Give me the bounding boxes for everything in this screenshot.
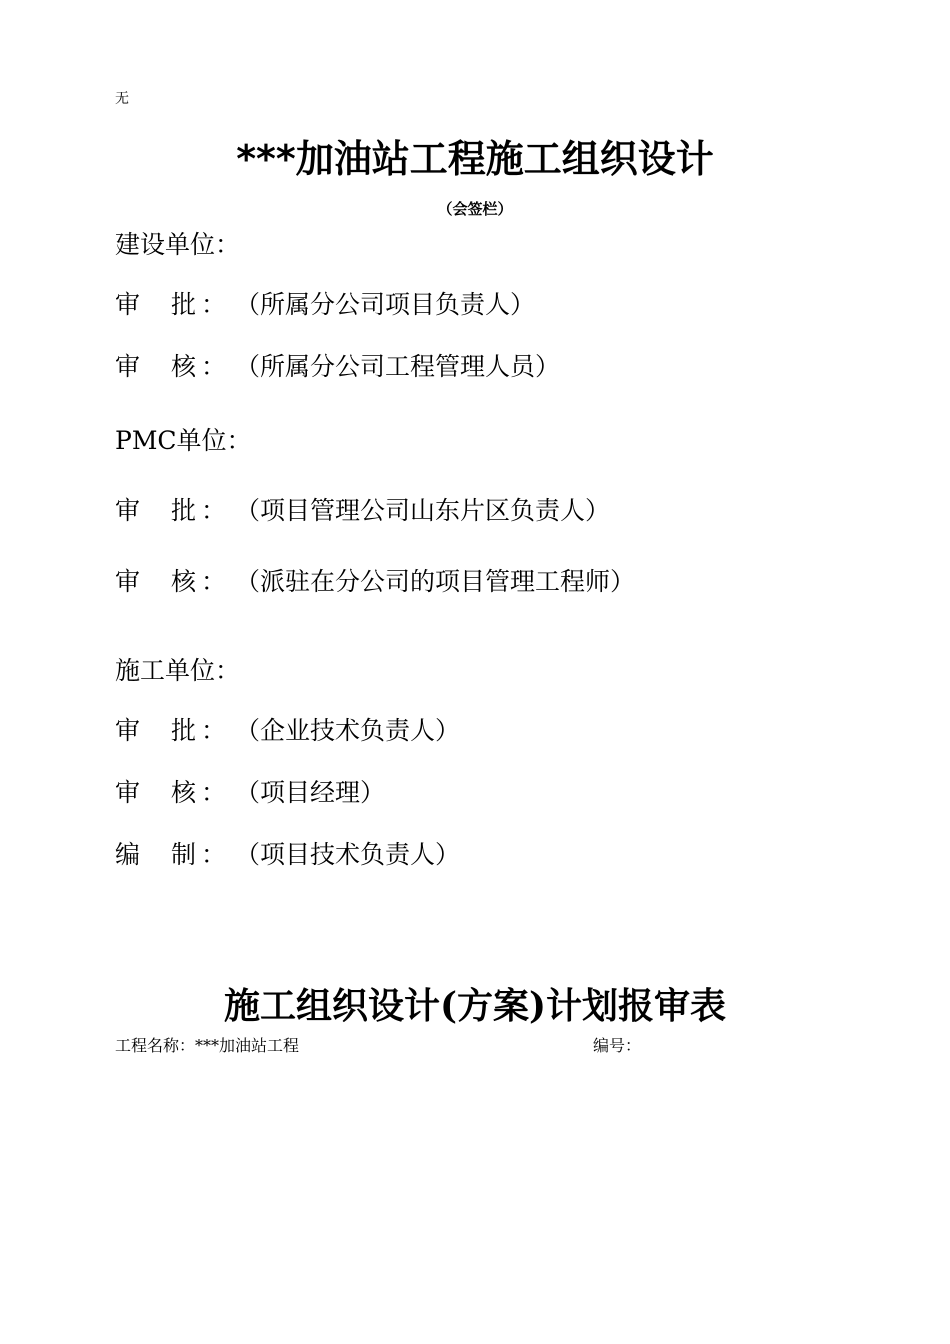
row-value: （企业技术负责人）: [235, 716, 461, 745]
row-label: 审 批 ：: [115, 716, 227, 745]
prepared-row: [115, 842, 460, 867]
document-title: ***加油站工程施工组织设计: [236, 137, 714, 181]
unit-heading-contractor: 施工单位：: [115, 656, 241, 685]
row-value: （项目经理）: [235, 778, 386, 807]
row-value: （所属分公司项目负责人）: [235, 290, 536, 319]
approval-row: [115, 498, 610, 523]
header-mark: 无: [115, 91, 129, 107]
approval-row: [115, 718, 460, 743]
row-label: 编 制 ：: [115, 840, 227, 869]
form-title: 施工组织设计(方案)计划报审表: [223, 985, 727, 1027]
row-label: 审 核 ：: [115, 567, 227, 596]
project-name: 工程名称：***加油站工程: [115, 1036, 300, 1055]
row-label: 审 批 ：: [115, 496, 227, 525]
review-row: [115, 780, 385, 805]
review-row: [115, 354, 560, 379]
row-value: （所属分公司工程管理人员）: [235, 352, 561, 381]
row-label: 审 核 ：: [115, 778, 227, 807]
row-value: （项目技术负责人）: [235, 840, 461, 869]
row-label: 审 核 ：: [115, 352, 227, 381]
review-row: [115, 569, 635, 594]
unit-heading-construction-owner: 建设单位：: [115, 230, 241, 259]
approval-row: [115, 292, 535, 317]
row-value: （派驻在分公司的项目管理工程师）: [235, 567, 636, 596]
unit-heading-pmc: PMC单位：: [115, 426, 252, 455]
row-label: 审 批 ：: [115, 290, 227, 319]
row-value: （项目管理公司山东片区负责人）: [235, 496, 611, 525]
serial-number-label: 编号：: [593, 1036, 642, 1055]
sign-section-label: （会签栏）: [437, 200, 513, 218]
